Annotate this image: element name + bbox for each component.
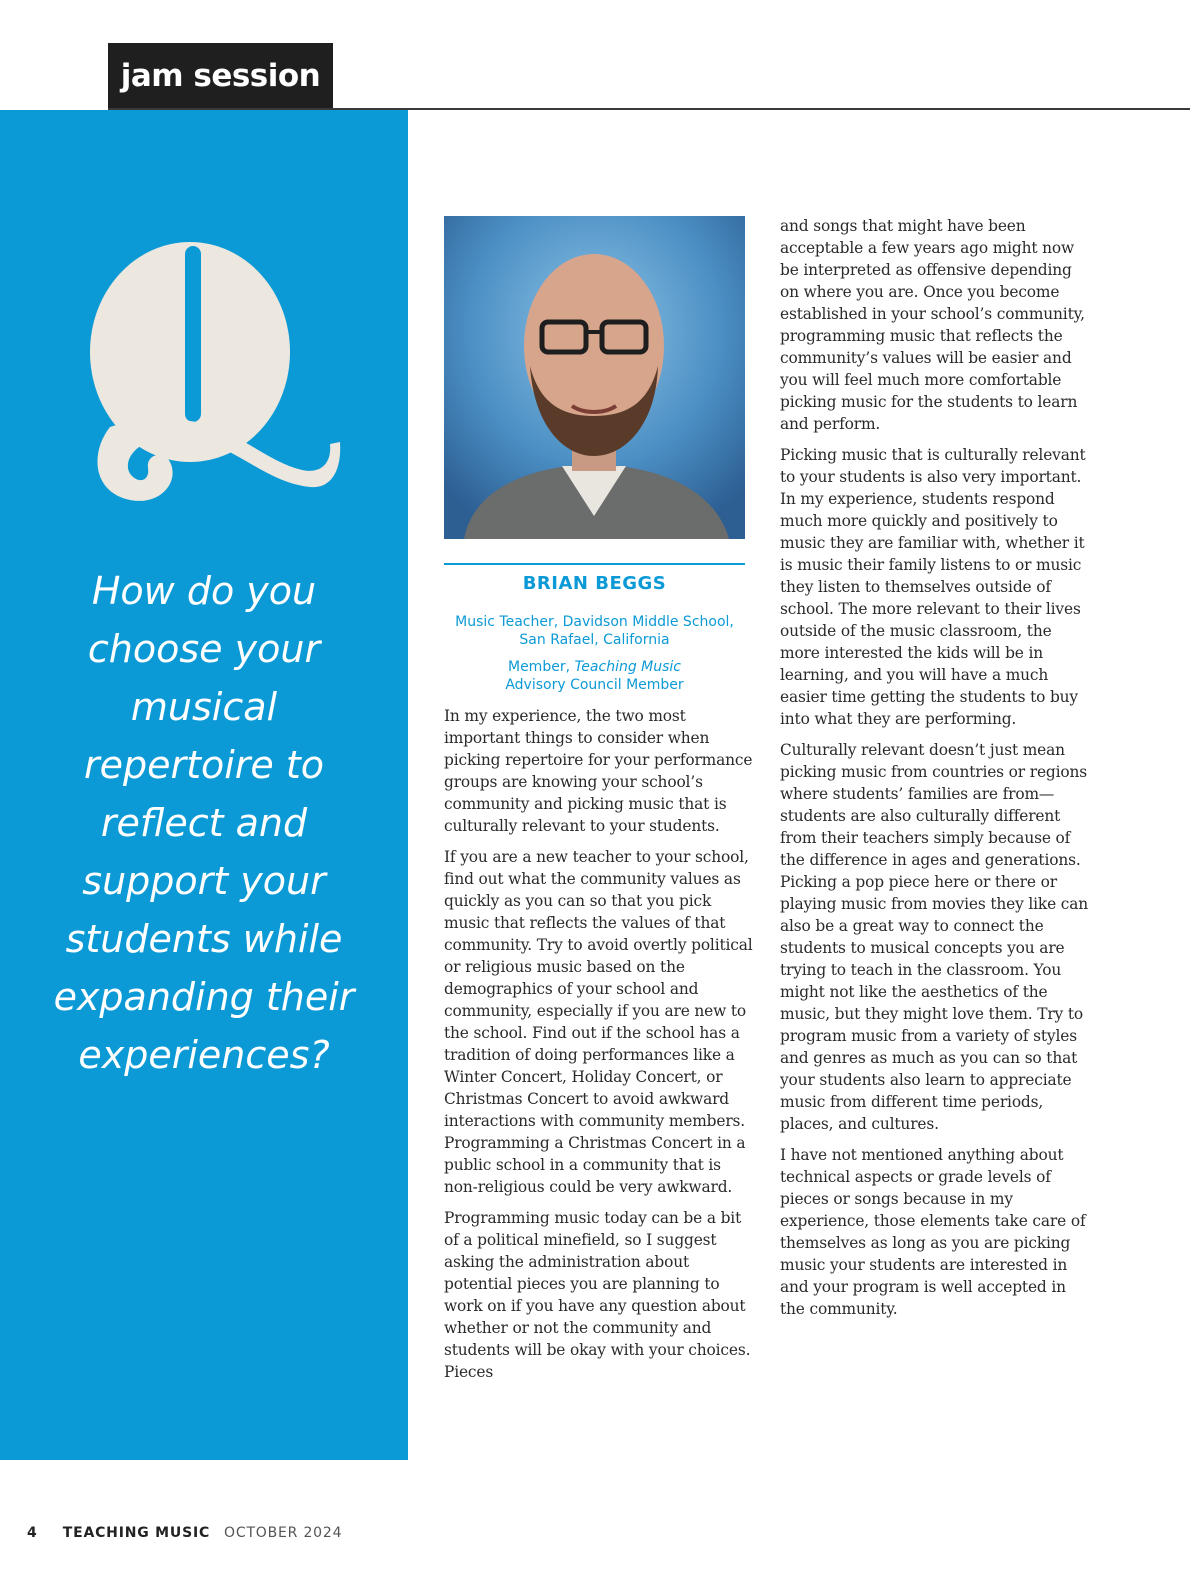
member-suffix: Advisory Council Member xyxy=(505,677,684,693)
paragraph: If you are a new teacher to your school, find out what the community values as quickly as you can so that you pick music that reflects the values of that community. Try to avoid overtly political or religious music based on the demographics of your school and community, especially if you are new to the school. Find out if the school has a tradition of doing performances like a Winter Concert, Holiday Concert, or Christmas Concert to avoid awkward interactions with community members. Programming a Christmas Concert in a public school in a community that is non-religious could be very awkward. xyxy=(444,848,753,1196)
paragraph: Picking music that is culturally relevant to your students is also very important. In my experience, students respond much more quickly and positively to music they are familiar with, whether it is music their family listens to or music they listen to themselves outside of school. The more relevant to their lives outside of the music classroom, the more interested the kids will be in learning, and you will have a much easier time getting the students to buy into what they are performing. xyxy=(780,446,1086,728)
paragraph: In my experience, the two most important things to consider when picking repertoire for your performance groups are knowing your school’s community and picking music that is culturally relevant to your students. xyxy=(444,707,753,835)
author-portrait xyxy=(444,216,745,539)
author-role-line1: Music Teacher, Davidson Middle School, xyxy=(455,614,734,630)
issue-date: OCTOBER 2024 xyxy=(224,1525,343,1541)
author-role-line2: San Rafael, California xyxy=(519,632,670,648)
section-tag: jam session xyxy=(108,43,333,109)
page-footer xyxy=(27,1525,342,1541)
byline-rule xyxy=(444,563,745,565)
author-role xyxy=(432,613,757,649)
question-text: How do you choose your musical repertoire to reflect and support your students while expanding their experiences? xyxy=(53,569,355,1077)
article-column-2 xyxy=(780,215,1090,1329)
paragraph: and songs that might have been acceptable a few years ago might now be interpreted as offensive depending on where you are. Once you become established in your school’s community, programming music that reflects the community’s values will be easier and you will feel much more comfortable picking music for the students to learn and perform. xyxy=(780,217,1085,433)
member-prefix: Member, xyxy=(507,659,575,675)
publication-name: Teaching Music xyxy=(574,659,682,675)
author-name: BRIAN BEGGS xyxy=(522,573,667,594)
author-membership xyxy=(444,658,745,694)
paragraph: I have not mentioned anything about technical aspects or grade levels of pieces or songs because in my experience, those elements take care of themselves as long as you are picking music your students are interested in and your program is well accepted in the community. xyxy=(780,1146,1086,1318)
decorative-q-letter xyxy=(80,232,360,522)
article-column-1 xyxy=(444,705,754,1392)
paragraph: Culturally relevant doesn’t just mean picking music from countries or regions where students’ families are from—students are also culturally different from their teachers simply because of the difference in ages and generations. Picking a pop piece here or there or playing music from movies they like can also be a great way to connect the students to musical concepts you are trying to teach in the classroom. You might not like the aesthetics of the music, but they might love them. Try to program music from a variety of styles and genres as much as you can so that your students also learn to appreciate music from different time periods, places, and cultures. xyxy=(780,741,1089,1133)
paragraph: Programming music today can be a bit of a political minefield, so I suggest asking the administration about potential pieces you are planning to work on if you have any question about whether or not the community and students will be okay with your choices. Pieces xyxy=(444,1209,751,1381)
page-number: 4 xyxy=(27,1525,37,1541)
magazine-name: TEACHING MUSIC xyxy=(62,1525,211,1541)
